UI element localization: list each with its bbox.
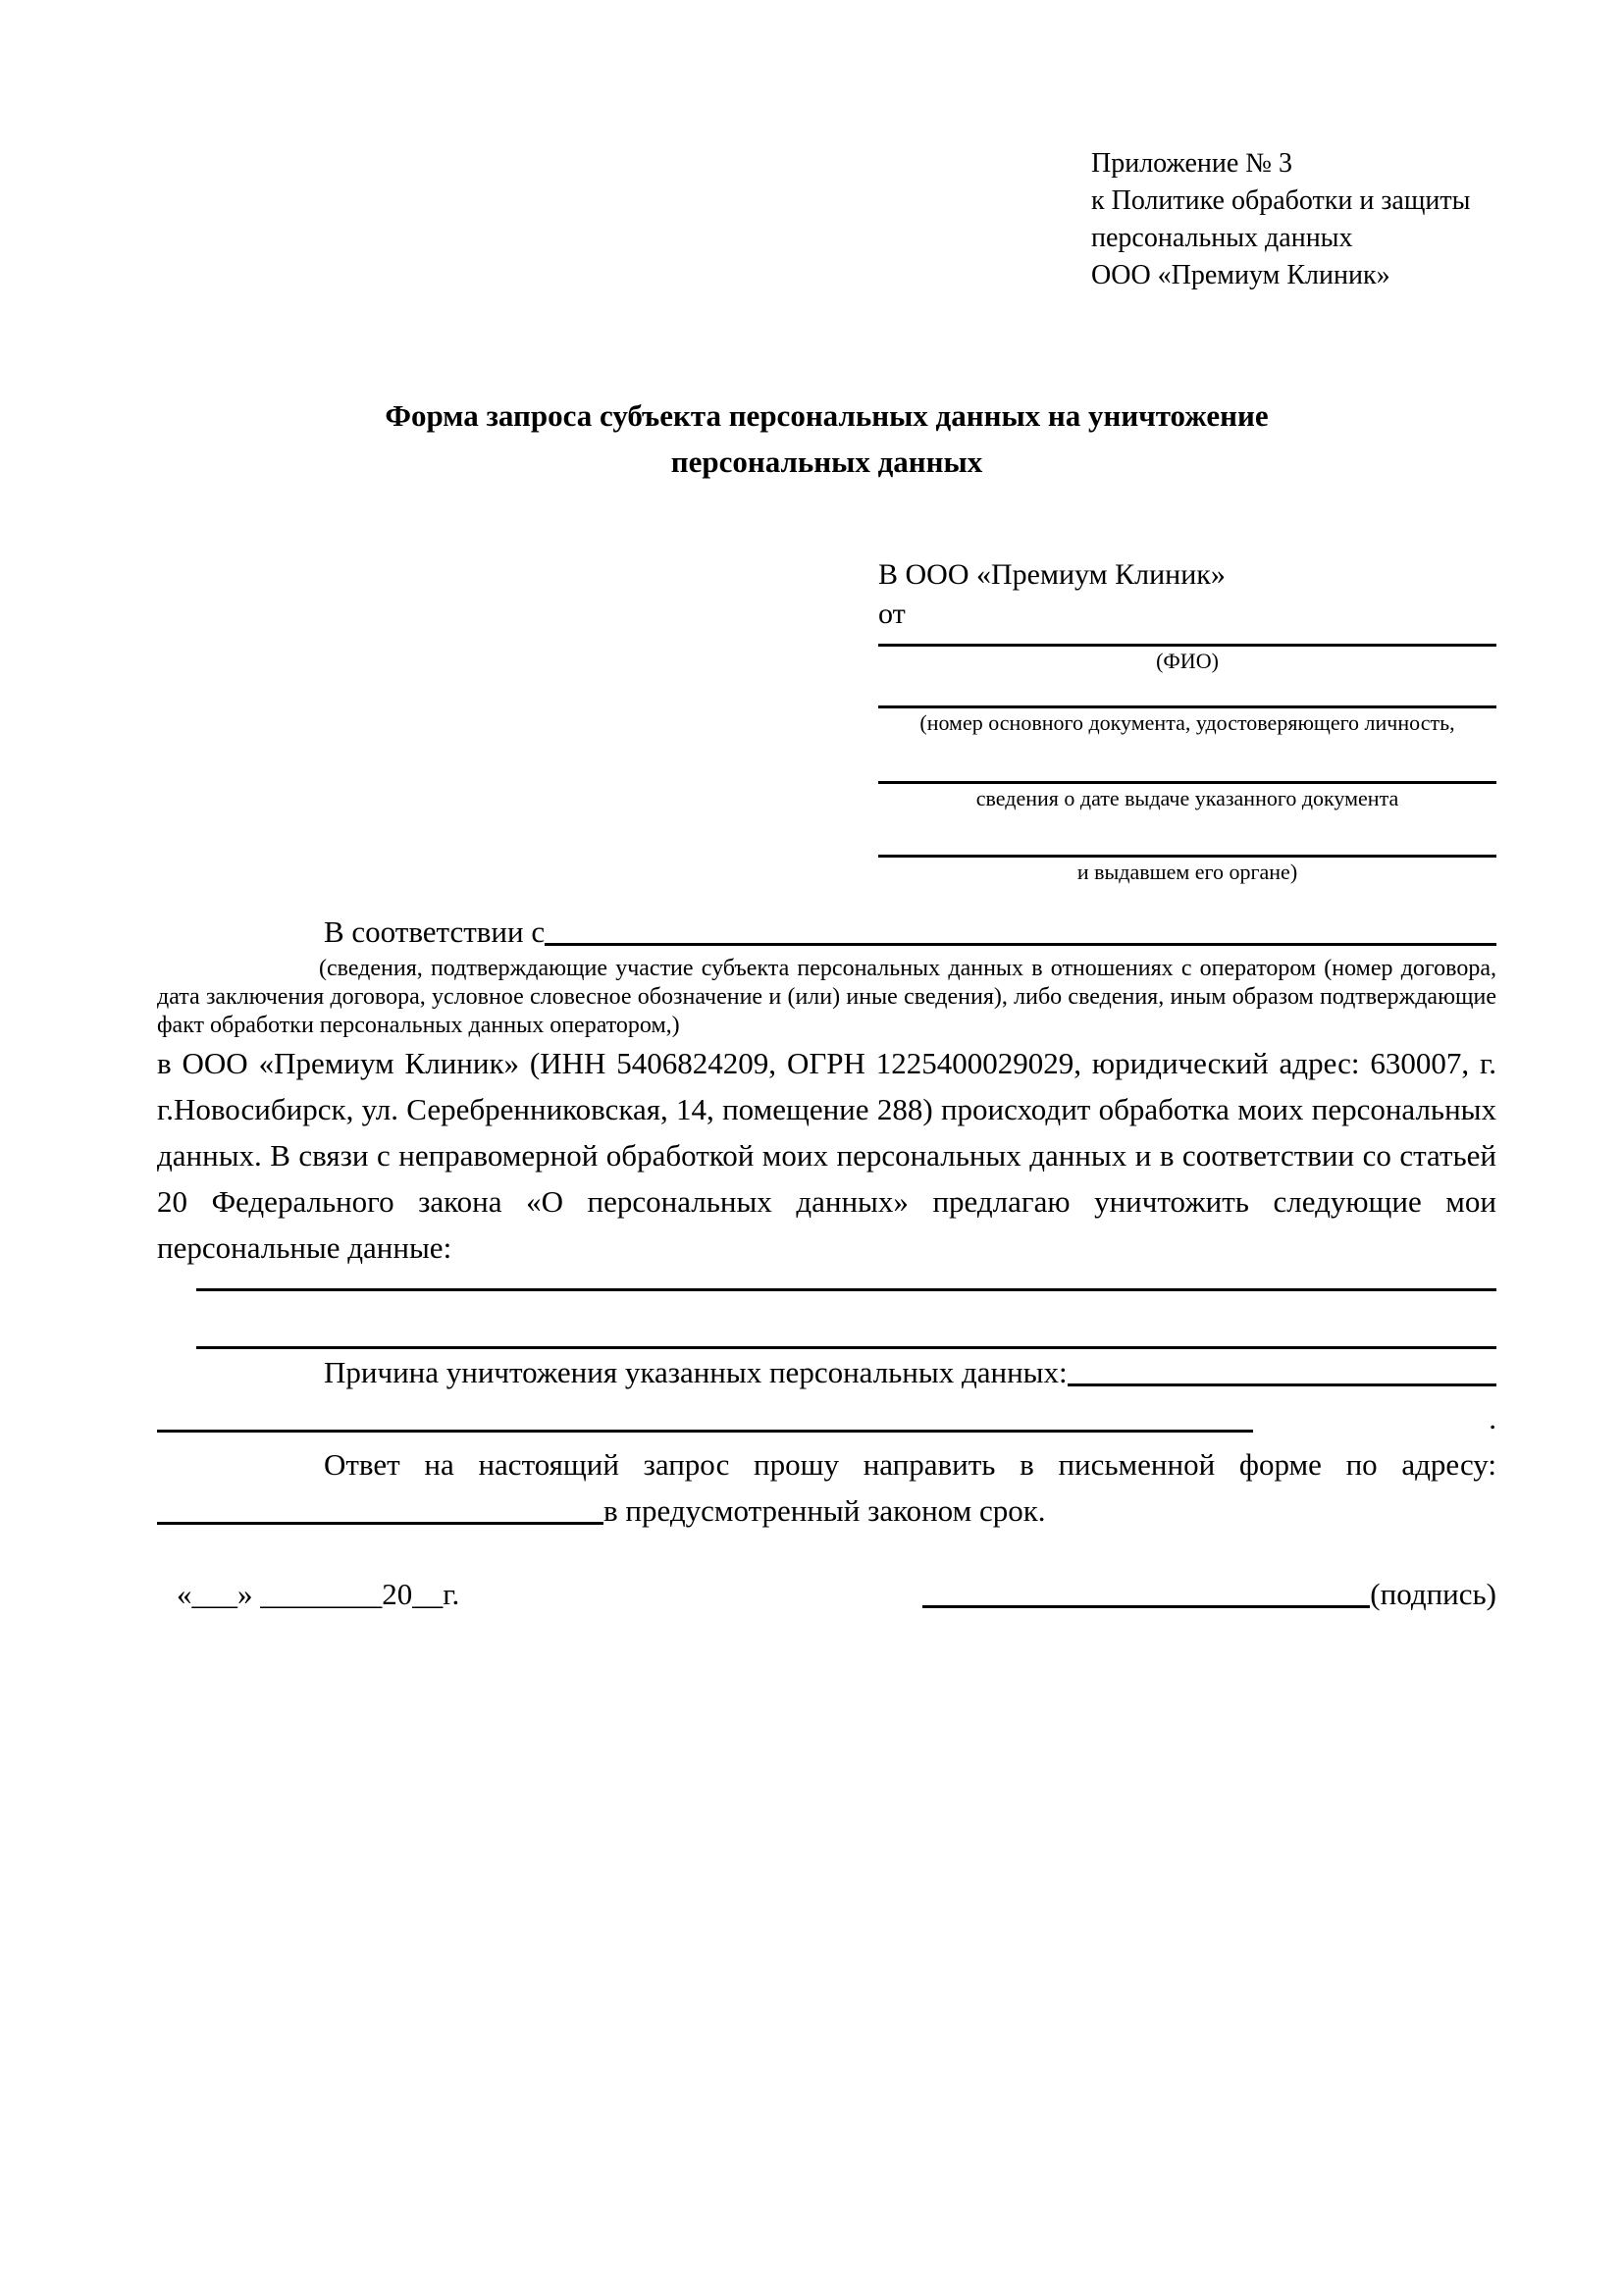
appendix-header (1091, 145, 1496, 294)
date-field[interactable]: «___» ________20__г. (177, 1577, 460, 1611)
reason-blank-field[interactable] (1068, 1383, 1496, 1386)
fine-print-note: (сведения, подтверждающие участие субъекта персональных данных в отношениях с оператором (номер договора, дата заключения договора, условное словесное обозначение и (или) иные сведения), либо сведения, иным образом подтверждающие факт обработки персональных данных оператором,) (157, 956, 1496, 1038)
reason-label: Причина уничтожения указанных персональных данных: (324, 1355, 1068, 1389)
response-address-row (157, 1487, 1496, 1534)
in-accordance-row (157, 909, 1496, 955)
issuing-authority-caption: и выдавшем его органе) (1076, 860, 1298, 884)
reason-blank-field-2[interactable] (157, 1430, 1253, 1433)
addressee-to: В ООО «Премиум Клиник» (878, 558, 1226, 591)
appendix-header-line: ООО «Премиум Клиник» (1091, 260, 1390, 290)
response-request-paragraph: Ответ на настоящий запрос прошу направить в письменной форме по адресу: (324, 1447, 1496, 1482)
appendix-header-line: к Политике обработки и защиты (1091, 185, 1471, 216)
page-title-line: Форма запроса субъекта персональных данных на уничтожение (385, 398, 1269, 433)
page-title-line: персональных данных (670, 444, 983, 479)
appendix-header-line: Приложение № 3 (1091, 148, 1292, 179)
personal-data-blank-line-2[interactable] (196, 1291, 1496, 1349)
date-signature-row (157, 1571, 1496, 1617)
main-paragraph: в ООО «Премиум Клиник» (ИНН 5406824209, ОГРН 1225400029029, юридический адрес: 630007, г. г.Новосибирск, ул. Серебренниковская, 14, помещение 288) происходит обработка моих персональных данных. В связи с неправомерной обработкой моих персональных данных и в соответствии со статьей 20 Федерального закона «О персональных данных» предлагаю уничтожить следующие мои персональные данные: (157, 1046, 1496, 1265)
document-number-caption: (номер основного документа, удостоверяющего личность, (919, 710, 1455, 735)
signature-blank-field[interactable] (922, 1605, 1370, 1608)
reason-row (157, 1349, 1496, 1395)
reason-continuation-row (157, 1395, 1496, 1441)
document-number-blank-field[interactable] (878, 676, 1496, 708)
addressee-block (878, 555, 1496, 887)
document-body (157, 909, 1496, 1534)
issuing-authority-blank-field[interactable] (878, 813, 1496, 858)
reason-line-period: . (1489, 1401, 1496, 1435)
signature-caption: (подпись) (1370, 1577, 1496, 1611)
document-issue-date-blank-field[interactable] (878, 738, 1496, 784)
signature-group (922, 1571, 1496, 1617)
in-accordance-blank-field[interactable] (545, 943, 1496, 946)
page-title (157, 392, 1496, 485)
response-tail: в предусмотренный законом срок. (603, 1493, 1046, 1528)
in-accordance-label: В соответствии с (324, 914, 546, 949)
fio-blank-field[interactable] (878, 634, 1496, 647)
document-issue-date-caption: сведения о дате выдаче указанного документа (975, 786, 1399, 810)
fio-caption: (ФИО) (1156, 649, 1219, 673)
appendix-header-line: персональных данных (1091, 223, 1353, 253)
addressee-from-label: от (878, 598, 906, 630)
response-address-blank-field[interactable] (157, 1522, 603, 1525)
personal-data-blank-line-1[interactable] (196, 1271, 1496, 1291)
